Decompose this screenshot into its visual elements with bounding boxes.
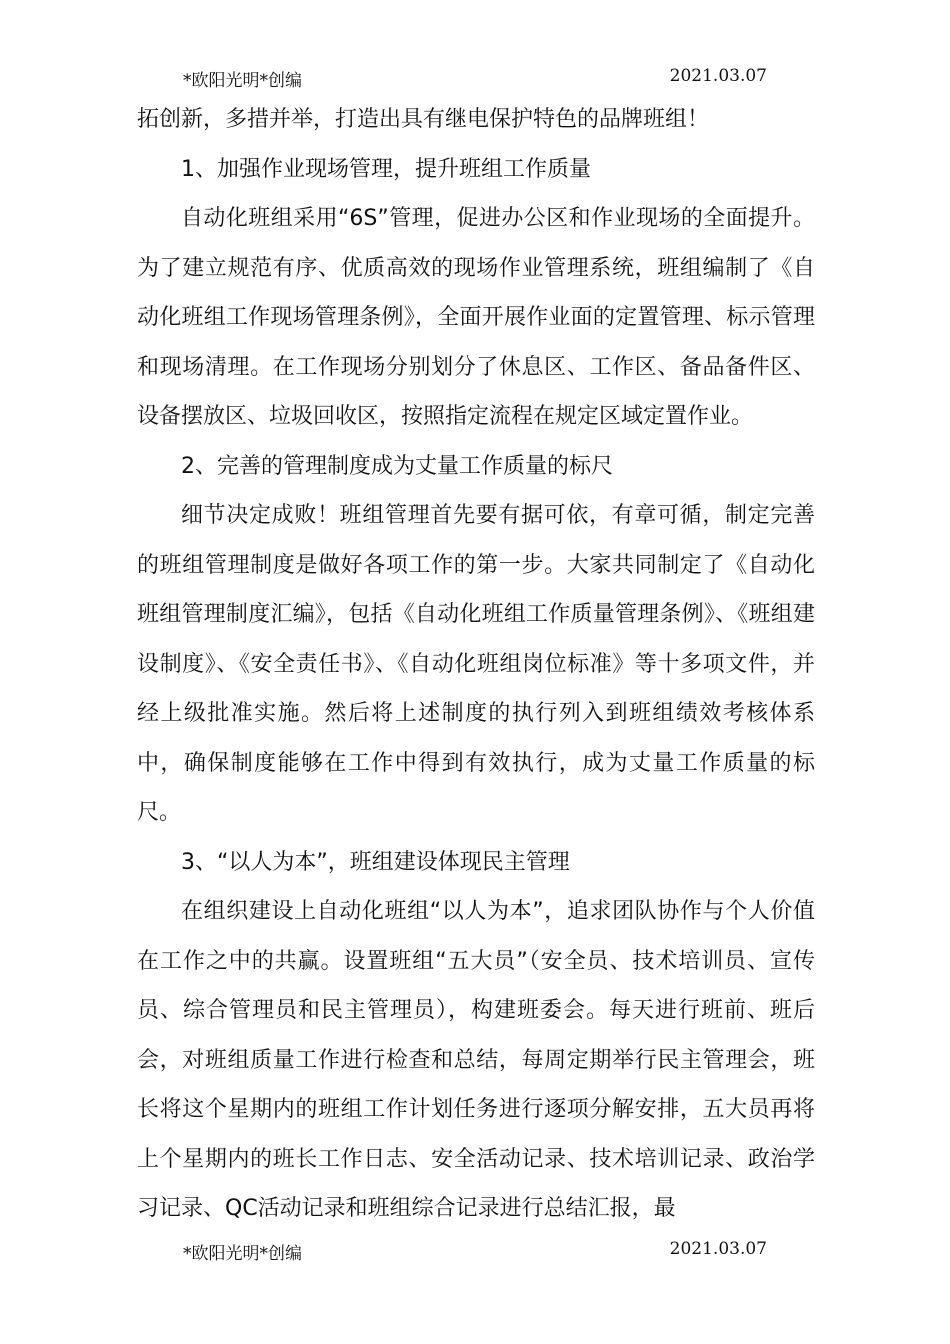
paragraph-section-1: 自动化班组采用“6S”管理，促进办公区和作业现场的全面提升。为了建立规范有序、优质高效的现场作业管理系统，班组编制了《自动化班组工作现场管理条例》，全面开展作业面的定置管理、标示管理和现场清理。在工作现场分别划分了休息区、工作区、备品备件区、设备摆放区、垃圾回收区，按照指定流程在规定区域定置作业。 xyxy=(137,206,815,429)
section-heading-2: 2、完善的管理制度成为丈量工作质量的标尺 xyxy=(181,453,613,479)
page-header xyxy=(183,66,767,91)
footer-date: 2021.03.07 xyxy=(669,1239,767,1259)
document-body xyxy=(137,95,815,1234)
paragraph-continuation: 拓创新，多措并举，打造出具有继电保护特色的品牌班组！ xyxy=(137,107,710,132)
section-heading-3: 3、“以人为本”，班组建设体现民主管理 xyxy=(181,849,570,875)
header-author: *欧阳光明*创编 xyxy=(183,71,302,91)
footer-author: *欧阳光明*创编 xyxy=(183,1244,302,1264)
header-date: 2021.03.07 xyxy=(669,66,767,86)
paragraph-section-3: 在组织建设上自动化班组“以人为本”，追求团队协作与个人价值在工作之中的共赢。设置班组“五大员”（安全员、技术培训员、宣传员、综合管理员和民主管理员），构建班委会。每天进行班前、班后会，对班组质量工作进行检查和总结，每周定期举行民主管理会，班长将这个星期内的班组工作计划任务进行逐项分解安排，五大员再将上个星期内的班长工作日志、安全活动记录、技术培训记录、政治学习记录、QC活动记录和班组综合记录进行总结汇报，最 xyxy=(137,899,815,1221)
paragraph-section-2: 细节决定成败！班组管理首先要有据可依，有章可循，制定完善的班组管理制度是做好各项工作的第一步。大家共同制定了《自动化班组管理制度汇编》，包括《自动化班组工作质量管理条例》、《班组建设制度》、《安全责任书》、《自动化班组岗位标准》等十多项文件，并经上级批准实施。然后将上述制度的执行列入到班组绩效考核体系中，确保制度能够在工作中得到有效执行，成为丈量工作质量的标尺。 xyxy=(137,503,815,825)
section-heading-1: 1、加强作业现场管理，提升班组工作质量 xyxy=(181,156,591,182)
page-footer xyxy=(183,1239,767,1264)
